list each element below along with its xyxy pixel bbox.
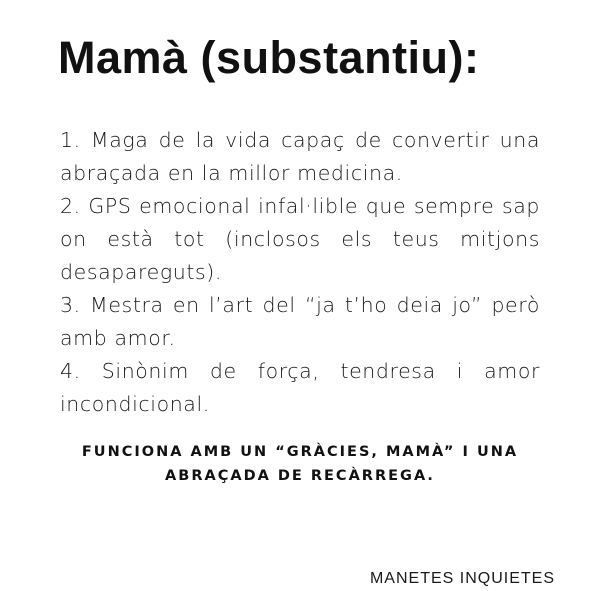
tagline: FUNCIONA AMB UN “GRÀCIES, MAMÀ” I UNA ABRAÇADA DE RECÀRREGA. (81, 444, 519, 484)
definition-item-4: 4. Sinònim de força, tendresa i amor incondicional. (60, 359, 540, 416)
brand-signature: MANETES INQUIETES (369, 570, 555, 587)
definition-item-2: 2. GPS emocional infal·lible que sempre sap on està tot (inclosos els teus mitjons desapareguts). (60, 194, 540, 284)
definitions-list (60, 124, 540, 421)
definition-item-3: 3. Mestra en l’art del “ja t’ho deia jo” però amb amor. (60, 293, 540, 350)
definition-item-1: 1. Maga de la vida capaç de convertir una abraçada en la millor medicina. (60, 128, 540, 185)
page-title: Mamà (substantiu): (58, 32, 480, 83)
